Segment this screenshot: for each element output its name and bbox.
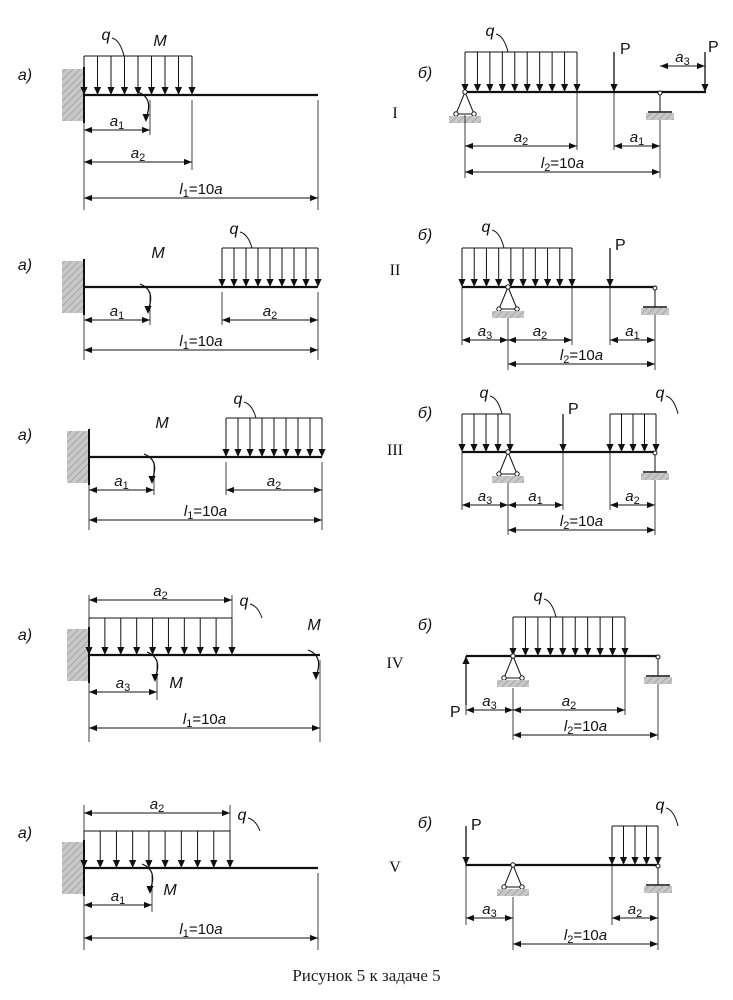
row-2-a-moment-head [144, 306, 151, 314]
row-2-b-q-arrowhead-3 [495, 279, 502, 287]
row-5-b-dim-a3-arrow-right [505, 915, 513, 921]
row-3-b-q1-leader [490, 396, 502, 414]
row-1-b-pin-support-pin-left [454, 112, 458, 116]
row-1-a-moment-head [142, 114, 149, 122]
row-1-a-case-label: а) [17, 67, 33, 84]
row-3-b-q2-leader [666, 396, 678, 414]
row-5-b-dim-a2-label: $a_2$ [627, 901, 643, 920]
row-5-a-q-label: q [237, 807, 247, 824]
row-2-a-case-label: а) [17, 257, 33, 274]
row-2-a-wall-hatch [62, 261, 84, 313]
row-4-a-q-arrowhead-9 [228, 647, 235, 655]
row-4-a-moment-end-head [312, 672, 319, 680]
row-2-b-dim-a2-arrow-left [508, 337, 516, 343]
row-2-a-q-arrowhead-3 [254, 279, 261, 287]
row-4-roman: IV [386, 655, 404, 672]
row-3-a-q-label: q [233, 391, 243, 408]
row-1-a-dim-l1-arrow-right [310, 195, 318, 201]
row-5-a-dim-a1-arrow-right [144, 902, 152, 908]
row-1-b-dim-a1-label: $a_1$ [629, 129, 645, 148]
row-4-b-force-p-head [462, 656, 469, 664]
row-2-b-force-p-label: P [615, 237, 626, 254]
row-5-b-dim-a3-label: $a_3$ [482, 901, 497, 920]
row-1-b-q-label: q [485, 23, 495, 40]
row-4-a-q-arrowhead-6 [181, 647, 188, 655]
row-3-b-dim-l2-label: $l_2=10a$ [559, 513, 604, 532]
row-1-b-dim-l2-arrow-right [652, 169, 660, 175]
row-1-b-dim-l2-label: $l_2=10a$ [540, 155, 585, 174]
row-1-b-force-p1-label: P [620, 41, 631, 58]
row-4-b-dim-l2-label: $l_2=10a$ [563, 718, 608, 737]
row-4-a-dim-a2-label: $a_2$ [153, 583, 168, 602]
row-4-a-q-leader [250, 604, 262, 618]
row-2-a-q-arrowhead-0 [218, 279, 225, 287]
row-1-a-wall-hatch [62, 69, 84, 121]
row-2-b-dim-a1-arrow-left [610, 337, 618, 343]
row-1-b-dim-a1-arrow-right [652, 143, 660, 149]
row-3-b-q1-arrowhead-3 [494, 444, 501, 452]
row-5-a-q-arrowhead-9 [226, 860, 233, 868]
row-1-b-dim-a2-arrow-left [465, 143, 473, 149]
row-5-b-force-p-label: P [471, 817, 482, 834]
row-2-b-dim-a3-label: $a_3$ [477, 323, 493, 342]
row-5-a-dim-l1-arrow-left [84, 935, 92, 941]
row-5-a-q-arrowhead-2 [113, 860, 120, 868]
row-1-b-force-p2-label: P [708, 39, 719, 56]
row-3-a-q-arrowhead-0 [222, 449, 229, 457]
row-5-a-wall-hatch [62, 842, 84, 894]
figure-caption: Рисунок 5 к задаче 5 [292, 966, 441, 985]
row-1-a-q-arrowhead-3 [121, 87, 128, 95]
row-4-b-case-label: б) [417, 617, 433, 634]
row-4-b-q-arrowhead-8 [609, 648, 616, 656]
row-3-a-dim-a1-label: $a_1$ [114, 473, 129, 492]
row-3-b-pin-support-triangle [499, 452, 517, 474]
row-1-b-dim-a2-label: $a_2$ [513, 129, 529, 148]
row-4-a-q-arrowhead-2 [117, 647, 124, 655]
row-4-b-q-label: q [533, 588, 543, 605]
row-2-a-q-arrowhead-4 [266, 279, 273, 287]
row-1-b-roller-support-ground [646, 113, 674, 120]
row-1-b-pin-support-pin-right [472, 112, 476, 116]
row-3-b-dim-a2-arrow-right [647, 502, 655, 508]
row-1-b-q-arrowhead-1 [474, 84, 481, 92]
row-1-b-force-p2-head [701, 84, 708, 92]
row-5-b-q-label: q [655, 797, 665, 814]
row-3-a-wall-hatch [67, 431, 89, 483]
row-4-b-roller-support-ground [644, 677, 672, 684]
row-2-b-dim-a2-arrow-right [564, 337, 572, 343]
row-4-b-q-arrowhead-6 [584, 648, 591, 656]
row-2-b-pin-support-pin-left [497, 307, 501, 311]
row-5-b-pin-support-ground [497, 889, 529, 896]
row-1-b-dim-a3-arrow-right [697, 63, 705, 69]
row-2-a-dim-a2-arrow-right [310, 317, 318, 323]
row-4-b-pin-support-pin-right [520, 676, 524, 680]
row-3-a-dim-a2-arrow-right [314, 487, 322, 493]
row-3-a-q-arrowhead-1 [234, 449, 241, 457]
row-4-a-moment-label: M [169, 675, 183, 692]
row-3-b-dim-a1-label: $a_1$ [528, 488, 543, 507]
row-1-b-q-arrowhead-3 [499, 84, 506, 92]
row-3-a-q-arrowhead-5 [282, 449, 289, 457]
row-3-b-force-p-label: P [568, 401, 579, 418]
row-1-b-force-p1-head [610, 84, 617, 92]
row-1-b-roller-support-pin [658, 91, 662, 95]
row-3-roman: III [387, 442, 403, 459]
row-2-b-force-p-head [606, 279, 613, 287]
row-5-a-dim-l1-label: $l_1=10a$ [179, 921, 223, 940]
row-1-a-q-arrowhead-2 [107, 87, 114, 95]
row-1-a-q-arrowhead-1 [94, 87, 101, 95]
row-4-a-dim-l1-label: $l_1=10a$ [182, 711, 227, 730]
row-3-b-force-p-head [559, 444, 566, 452]
row-4-a-q-arrowhead-5 [165, 647, 172, 655]
row-3-b-dim-a3-label: $a_3$ [477, 488, 493, 507]
row-2-a-moment-label: M [151, 245, 165, 262]
row-2-b-pin-support-ground [492, 311, 524, 318]
row-4-a-q-label: q [239, 593, 249, 610]
row-1-a-dim-a1-label: $a_1$ [109, 113, 125, 132]
row-1-a-dim-a2-arrow-right [184, 159, 192, 165]
row-2-b-q-arrowhead-6 [532, 279, 539, 287]
row-1-a-q-arrowhead-6 [161, 87, 168, 95]
row-5-b-case-label: б) [417, 815, 433, 832]
row-5-a-q-arrowhead-8 [210, 860, 217, 868]
row-3-b-pin-support-ground [492, 476, 524, 483]
row-4-a-dim-l1-arrow-right [312, 725, 320, 731]
row-2-a-dim-a1-arrow-right [142, 317, 150, 323]
row-3-b-dim-l2-arrow-right [647, 527, 655, 533]
row-4-a-dim-a3-arrow-right [149, 689, 157, 695]
row-5-b-q-leader [666, 808, 678, 826]
row-1-b-q-leader [496, 34, 508, 52]
row-2-b-dim-a1-label: $a_1$ [625, 323, 640, 342]
row-4-a-case-label: а) [17, 627, 33, 644]
row-2-b-dim-l2-arrow-right [647, 361, 655, 367]
row-4-b-q-arrowhead-4 [559, 648, 566, 656]
row-5-a-q-leader [248, 818, 260, 831]
row-3-a-q-arrowhead-8 [318, 449, 325, 457]
row-4-b-q-arrowhead-5 [572, 648, 579, 656]
row-5-b-pin-support-pin [511, 863, 515, 867]
row-3-a-q-arrowhead-3 [258, 449, 265, 457]
row-4-a-q-arrowhead-7 [197, 647, 204, 655]
row-2-b-q-arrowhead-1 [471, 279, 478, 287]
row-2-a-q-leader [240, 232, 252, 248]
row-5-b-dim-a3-arrow-left [466, 915, 474, 921]
row-3-b-q2-arrowhead-1 [618, 444, 625, 452]
row-3-b-dim-a1-arrow-left [508, 502, 516, 508]
row-5-b-force-p-head [462, 857, 469, 865]
row-5-a-q-arrowhead-7 [194, 860, 201, 868]
row-5-a-q-arrowhead-3 [129, 860, 136, 868]
row-3-b-q2-arrowhead-2 [629, 444, 636, 452]
row-1-b-q-arrowhead-5 [524, 84, 531, 92]
row-1-b-q-arrowhead-2 [486, 84, 493, 92]
row-5-a-dim-l1-arrow-right [310, 935, 318, 941]
row-5-a-moment-label: M [163, 882, 177, 899]
row-4-b-dim-a3-arrow-right [505, 707, 513, 713]
row-4-b-dim-a2-arrow-left [513, 707, 521, 713]
row-2-a-dim-l1-label: $l_1=10a$ [179, 333, 223, 352]
row-2-a-dim-a2-arrow-left [222, 317, 230, 323]
row-4-b-pin-support-pin-left [502, 676, 506, 680]
row-1-a-q-label: q [101, 27, 111, 44]
row-2-a-dim-a2-label: $a_2$ [262, 303, 278, 322]
row-5-b-pin-support-pin-left [502, 885, 506, 889]
row-4-a-q-arrowhead-1 [101, 647, 108, 655]
row-1-a-dim-a1-arrow-right [142, 127, 150, 133]
row-4-a-wall-hatch [67, 629, 89, 681]
row-3-a-dim-l1-arrow-right [314, 517, 322, 523]
row-3-b-dim-a2-arrow-left [610, 502, 618, 508]
row-3-b-q1-arrowhead-1 [470, 444, 477, 452]
row-2-b-dim-a3-arrow-left [462, 337, 470, 343]
row-1-b-dim-a1-arrow-left [614, 143, 622, 149]
row-4-b-roller-support-pin [656, 655, 660, 659]
row-1-b-dim-a3-arrow-left [660, 63, 668, 69]
row-4-b-q-arrowhead-2 [534, 648, 541, 656]
row-1-a-q-arrowhead-4 [134, 87, 141, 95]
row-5-b-dim-a2-arrow-left [612, 915, 620, 921]
row-1-b-pin-support-pin [463, 90, 467, 94]
row-2-b-pin-support-pin-right [515, 307, 519, 311]
row-5-a-case-label: а) [17, 825, 33, 842]
row-5-b-dim-l2-arrow-right [650, 941, 658, 947]
row-3-b-q2-label: q [655, 385, 665, 402]
row-3-b-dim-a1-arrow-right [555, 502, 563, 508]
row-4-b-dim-l2-arrow-right [650, 732, 658, 738]
row-5-a-dim-a1-arrow-left [84, 902, 92, 908]
row-4-b-q-leader [544, 599, 556, 617]
row-3-b-dim-a2-label: $a_2$ [625, 488, 640, 507]
row-1-b-dim-a2-arrow-right [569, 143, 577, 149]
row-5-a-dim-a2-label: $a_2$ [149, 796, 165, 815]
row-3-b-dim-l2-arrow-left [508, 527, 516, 533]
row-4-b-pin-support-ground [497, 680, 529, 687]
row-5-b-q-arrowhead-3 [643, 857, 650, 865]
row-2-a-q-arrowhead-6 [290, 279, 297, 287]
row-3-b-dim-a3-arrow-right [500, 502, 508, 508]
row-3-a-dim-l1-label: $l_1=10a$ [183, 503, 228, 522]
row-4-b-pin-support-triangle [504, 656, 522, 678]
row-5-a-q-arrowhead-6 [178, 860, 185, 868]
row-3-a-q-arrowhead-4 [270, 449, 277, 457]
row-2-b-dim-a2-label: $a_2$ [532, 323, 548, 342]
row-2-b-q-arrowhead-8 [556, 279, 563, 287]
row-5-b-dim-l2-label: $l_2=10a$ [563, 927, 608, 946]
row-4-b-dim-l2-arrow-left [513, 732, 521, 738]
row-3-b-roller-support-pin [653, 451, 657, 455]
row-3-a-dim-a2-arrow-left [226, 487, 234, 493]
row-1-b-q-arrowhead-7 [549, 84, 556, 92]
row-2-b-pin-support-triangle [499, 287, 517, 309]
row-5-b-q-arrowhead-0 [608, 857, 615, 865]
row-3-a-q-arrowhead-7 [306, 449, 313, 457]
row-4-a-q-arrowhead-8 [213, 647, 220, 655]
row-3-a-case-label: а) [17, 427, 33, 444]
row-3-b-pin-support-pin [506, 450, 510, 454]
row-2-a-q-arrowhead-8 [314, 279, 321, 287]
row-1-a-moment-label: M [153, 33, 167, 50]
row-2-b-q-arrowhead-0 [458, 279, 465, 287]
row-1-b-q-arrowhead-6 [536, 84, 543, 92]
row-2-a-dim-a1-label: $a_1$ [109, 303, 125, 322]
row-3-b-pin-support-pin-left [497, 472, 501, 476]
row-5-a-q-arrowhead-5 [162, 860, 169, 868]
row-4-a-dim-l1-arrow-left [89, 725, 97, 731]
row-3-b-case-label: б) [417, 405, 433, 422]
row-4-b-q-arrowhead-3 [547, 648, 554, 656]
row-3-b-q2-arrowhead-3 [641, 444, 648, 452]
row-5-a-moment-head [146, 886, 153, 894]
row-2-a-q-arrowhead-5 [278, 279, 285, 287]
row-1-b-q-arrowhead-9 [573, 84, 580, 92]
row-3-b-q2-arrowhead-0 [606, 444, 613, 452]
row-1-a-dim-a2-label: $a_2$ [130, 145, 146, 164]
row-2-a-q-label: q [229, 221, 239, 238]
row-2-b-q-label: q [481, 219, 491, 236]
row-2-b-dim-a1-arrow-right [647, 337, 655, 343]
row-2-a-q-arrowhead-2 [242, 279, 249, 287]
row-4-a-dim-a3-arrow-left [89, 689, 97, 695]
row-5-a-dim-a1-label: $a_1$ [110, 888, 126, 907]
row-2-b-q-arrowhead-7 [544, 279, 551, 287]
row-5-b-roller-support-ground [644, 886, 672, 893]
row-5-a-dim-a2-arrow-right [222, 810, 230, 816]
row-4-b-force-p-label: P [450, 704, 461, 721]
row-1-b-q-arrowhead-8 [561, 84, 568, 92]
row-5-b-pin-support-pin-right [520, 885, 524, 889]
row-3-a-q-leader [244, 402, 256, 418]
row-4-a-dim-a3-label: $a_3$ [115, 675, 131, 694]
row-3-a-moment-head [148, 476, 155, 484]
row-4-b-dim-a3-label: $a_3$ [482, 693, 497, 712]
row-1-a-dim-a1-arrow-left [84, 127, 92, 133]
row-3-b-q1-arrowhead-0 [458, 444, 465, 452]
row-2-b-q-arrowhead-2 [483, 279, 490, 287]
row-1-a-q-arrowhead-8 [188, 87, 195, 95]
row-2-roman: II [389, 262, 401, 279]
row-2-b-roller-support-ground [641, 308, 669, 315]
row-1-a-dim-a2-arrow-left [84, 159, 92, 165]
row-3-a-dim-a1-arrow-left [89, 487, 97, 493]
row-2-b-q-arrowhead-9 [568, 279, 575, 287]
row-4-a-q-arrowhead-3 [133, 647, 140, 655]
row-5-b-dim-l2-arrow-left [513, 941, 521, 947]
row-5-b-dim-a2-arrow-right [650, 915, 658, 921]
row-5-b-q-arrowhead-1 [620, 857, 627, 865]
row-3-a-dim-a1-arrow-right [146, 487, 154, 493]
row-4-a-dim-a2-arrow-right [224, 597, 232, 603]
row-5-b-pin-support-triangle [504, 865, 522, 887]
row-3-b-pin-support-pin-right [515, 472, 519, 476]
row-4-b-q-arrowhead-9 [621, 648, 628, 656]
row-2-b-roller-support-pin [653, 286, 657, 290]
row-4-a-moment-end-label: M [307, 617, 321, 634]
row-2-b-dim-l2-arrow-left [508, 361, 516, 367]
row-2-b-q-leader [492, 230, 504, 248]
row-4-b-dim-a3-arrow-left [466, 707, 474, 713]
row-3-a-dim-a2-label: $a_2$ [266, 473, 282, 492]
row-1-b-case-label: б) [417, 65, 433, 82]
row-5-a-q-arrowhead-1 [97, 860, 104, 868]
row-4-b-dim-a2-arrow-right [617, 707, 625, 713]
row-3-a-moment-label: M [155, 415, 169, 432]
row-1-roman: I [392, 105, 398, 122]
row-5-a-dim-a2-arrow-left [84, 810, 92, 816]
row-1-b-pin-support-triangle [456, 92, 474, 114]
row-4-b-q-arrowhead-7 [597, 648, 604, 656]
row-2-b-q-arrowhead-5 [520, 279, 527, 287]
row-1-a-q-leader [112, 38, 124, 56]
row-1-b-q-arrowhead-4 [511, 84, 518, 92]
row-2-a-q-arrowhead-1 [230, 279, 237, 287]
row-3-a-q-arrowhead-2 [246, 449, 253, 457]
row-4-b-pin-support-pin [511, 654, 515, 658]
row-4-a-dim-a2-arrow-left [89, 597, 97, 603]
row-2-a-dim-a1-arrow-left [84, 317, 92, 323]
row-5-roman: V [389, 859, 401, 876]
row-2-b-pin-support-pin [506, 285, 510, 289]
row-5-b-q-arrowhead-2 [631, 857, 638, 865]
row-4-a-moment-head [151, 674, 158, 682]
row-4-b-dim-a2-label: $a_2$ [561, 693, 577, 712]
row-3-a-dim-l1-arrow-left [89, 517, 97, 523]
row-1-a-dim-l1-arrow-left [84, 195, 92, 201]
row-1-a-dim-l1-label: $l_1=10a$ [179, 181, 223, 200]
row-2-a-dim-l1-arrow-right [310, 347, 318, 353]
row-1-a-q-arrowhead-7 [175, 87, 182, 95]
row-4-b-q-arrowhead-1 [522, 648, 529, 656]
row-1-a-q-arrowhead-5 [148, 87, 155, 95]
row-3-a-q-arrowhead-6 [294, 449, 301, 457]
row-1-b-dim-a3-label: $a_3$ [675, 49, 690, 68]
row-2-b-dim-a3-arrow-right [500, 337, 508, 343]
row-2-b-case-label: б) [417, 227, 433, 244]
row-5-b-roller-support-pin [656, 864, 660, 868]
row-1-b-dim-l2-arrow-left [465, 169, 473, 175]
row-3-b-dim-a3-arrow-left [462, 502, 470, 508]
row-3-b-roller-support-ground [641, 473, 669, 480]
row-2-b-dim-l2-label: $l_2=10a$ [559, 347, 604, 366]
row-2-a-dim-l1-arrow-left [84, 347, 92, 353]
row-2-a-q-arrowhead-7 [302, 279, 309, 287]
row-3-b-q1-label: q [479, 385, 489, 402]
row-3-b-q1-arrowhead-2 [482, 444, 489, 452]
